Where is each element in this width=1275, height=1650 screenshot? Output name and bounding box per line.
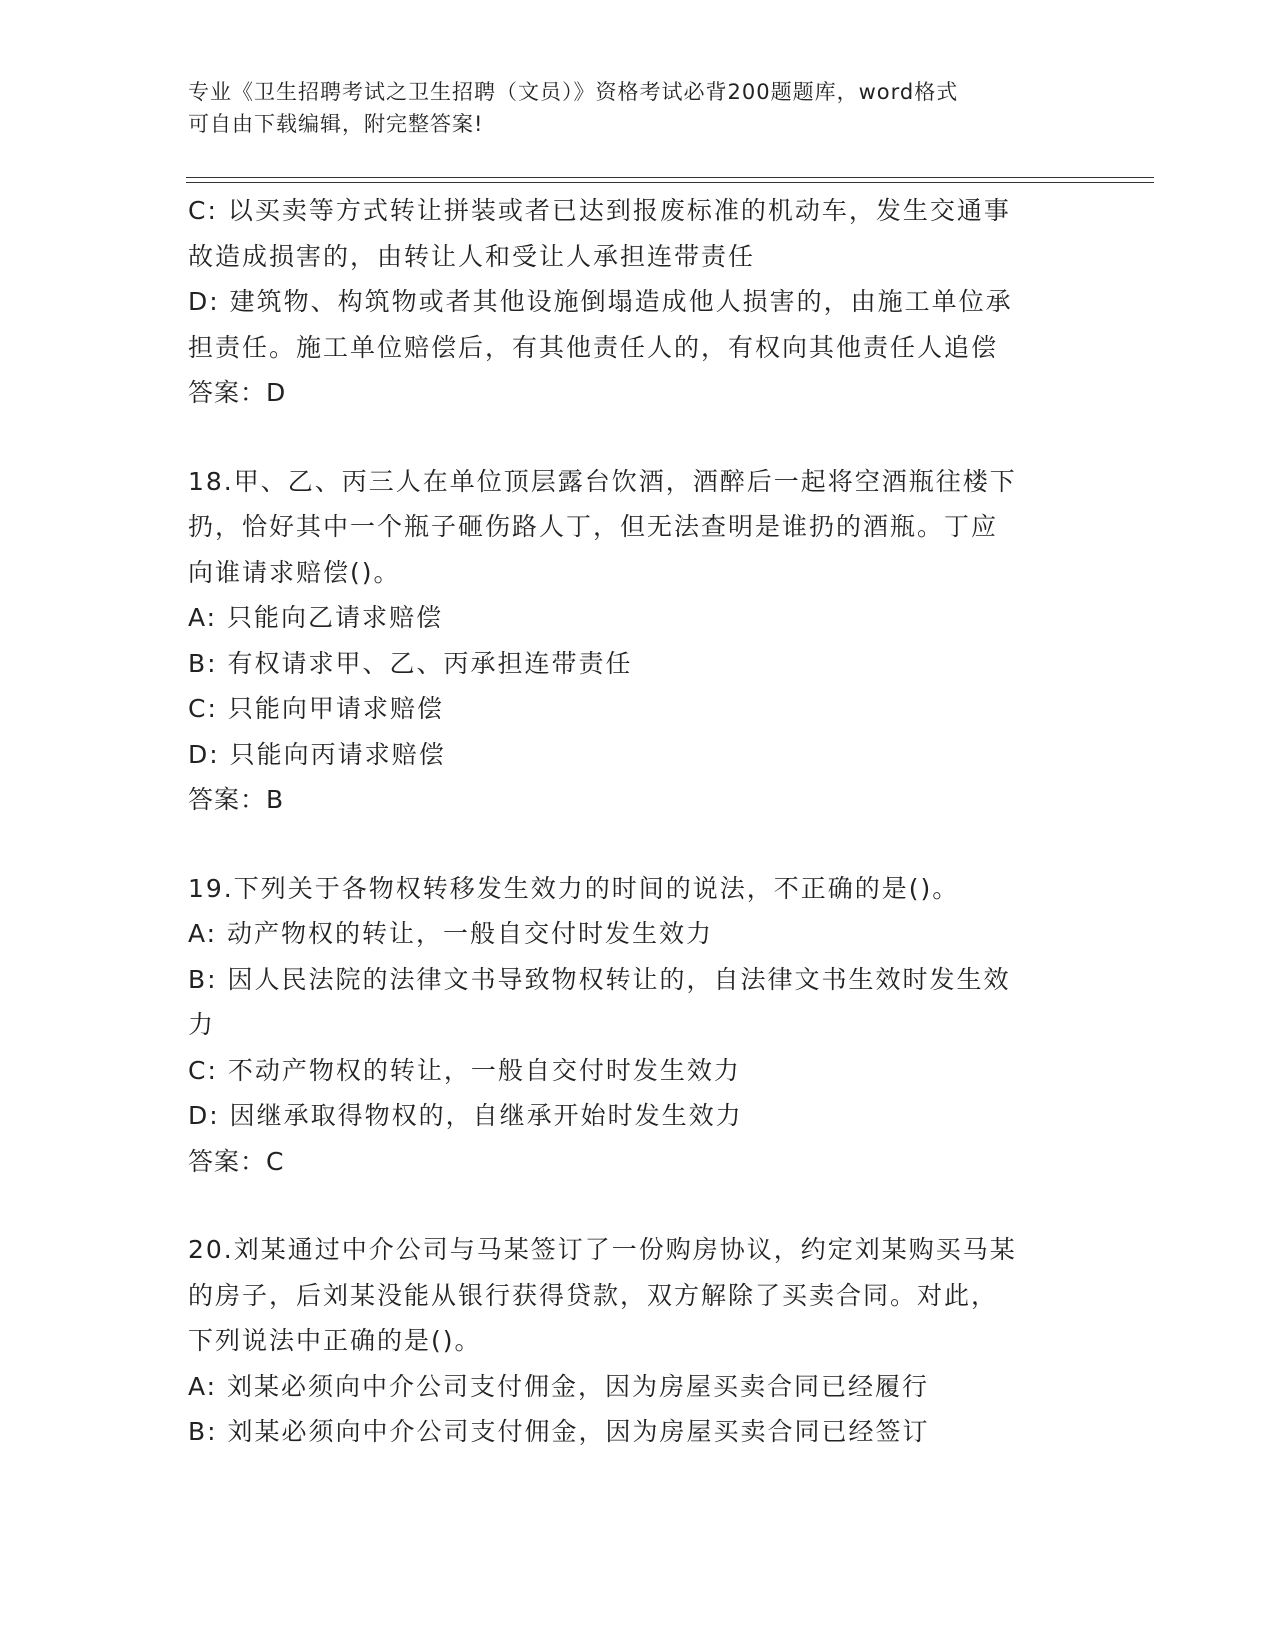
q17-option-d-line-2: 担责任。施工单位赔偿后，有其他责任人的，有权向其他责任人追偿 — [188, 332, 999, 362]
q19-answer: 答案：C — [188, 1146, 285, 1176]
question-spacer — [188, 823, 1088, 866]
header-divider-bottom — [186, 182, 1154, 183]
header-title-line-2: 可自由下载编辑，附完整答案! — [188, 112, 484, 136]
question-20-block — [188, 1227, 1088, 1455]
q18-answer: 答案：B — [188, 785, 285, 814]
q18-option-c: C: 只能向甲请求赔偿 — [188, 694, 444, 723]
question-list — [188, 188, 1088, 1455]
q19-stem-line-1: 19.下列关于各物权转移发生效力的时间的说法，不正确的是()。 — [188, 873, 960, 903]
q19-option-c: C: 不动产物权的转让，一般自交付时发生效力 — [188, 1055, 741, 1085]
q19-option-d: D: 因继承取得物权的，自继承开始时发生效力 — [188, 1101, 743, 1130]
question-spacer — [188, 416, 1088, 459]
q17-option-d-line-1: D: 建筑物、构筑物或者其他设施倒塌造成他人损害的，由施工单位承 — [188, 287, 1013, 316]
document-header — [188, 76, 1088, 140]
q17-option-c-line-2: 故造成损害的，由转让人和受让人承担连带责任 — [188, 241, 756, 271]
header-title-line-1: 专业《卫生招聘考试之卫生招聘（文员）》资格考试必背200题题库，word格式 — [188, 80, 959, 104]
question-spacer — [188, 1184, 1088, 1227]
q20-option-b: B: 刘某必须向中介公司支付佣金，因为房屋买卖合同已经签订 — [188, 1417, 930, 1446]
q18-option-b: B: 有权请求甲、乙、丙承担连带责任 — [188, 648, 633, 678]
q20-stem-line-3: 下列说法中正确的是()。 — [188, 1326, 482, 1355]
q18-stem-line-3: 向谁请求赔偿()。 — [188, 557, 401, 587]
q20-stem-line-1: 20.刘某通过中介公司与马某签订了一份购房协议，约定刘某购买马某 — [188, 1235, 1017, 1264]
q17-option-c-line-1: C: 以买卖等方式转让拼装或者已达到报废标准的机动车，发生交通事 — [188, 196, 1011, 225]
question-19-block — [188, 866, 1088, 1185]
q17-answer: 答案：D — [188, 378, 287, 407]
q19-option-b-line-2: 力 — [188, 1010, 216, 1039]
header-divider-top — [186, 177, 1154, 178]
q20-option-a: A: 刘某必须向中介公司支付佣金，因为房屋买卖合同已经履行 — [188, 1371, 930, 1401]
q18-stem-line-2: 扔，恰好其中一个瓶子砸伤路人丁，但无法查明是谁扔的酒瓶。丁应 — [188, 512, 999, 541]
q18-stem-line-1: 18.甲、乙、丙三人在单位顶层露台饮酒，酒醉后一起将空酒瓶往楼下 — [188, 466, 1017, 496]
q19-option-a: A: 动产物权的转让，一般自交付时发生效力 — [188, 919, 714, 948]
question-18-block — [188, 459, 1088, 823]
q20-stem-line-2: 的房子，后刘某没能从银行获得贷款，双方解除了买卖合同。对此， — [188, 1280, 999, 1310]
question-17-block — [188, 188, 1088, 416]
q18-option-d: D: 只能向丙请求赔偿 — [188, 739, 446, 769]
q18-option-a: A: 只能向乙请求赔偿 — [188, 603, 444, 632]
q19-option-b-line-1: B: 因人民法院的法律文书导致物权转让的，自法律文书生效时发生效 — [188, 964, 1011, 994]
